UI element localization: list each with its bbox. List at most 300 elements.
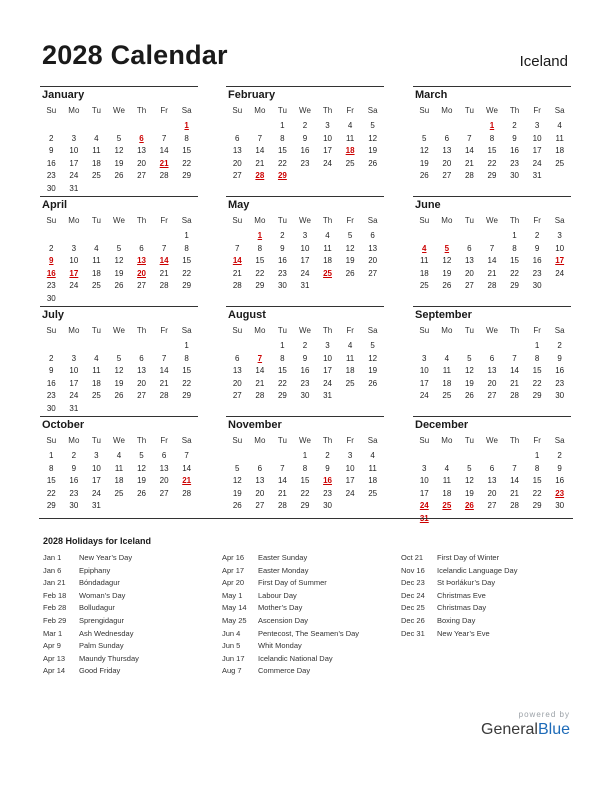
day-cell: 13 [232,146,242,155]
day-cell: 5 [116,133,122,143]
month-august [226,306,384,403]
weekday-label: Th [322,326,333,335]
holiday-item [222,565,359,578]
holiday-day-cell: 29 [277,171,287,180]
month-name: November [228,419,282,431]
day-cell: 29 [182,391,192,400]
holiday-item [43,565,139,578]
holiday-day-cell: 1 [257,231,263,240]
week-row [413,390,571,403]
week-row [226,365,384,378]
empty-cell [361,390,384,403]
day-cell: 27 [368,268,378,278]
day-cell: 15 [532,366,542,375]
weekday-header [226,325,384,335]
holiday-item [222,665,359,678]
empty-cell [481,340,504,353]
empty-cell [63,340,86,353]
day-cell: 15 [255,256,265,265]
holiday-day-cell: 21 [182,476,192,485]
holiday-day-cell: 23 [555,488,565,498]
empty-cell [108,293,131,306]
day-cell: 27 [232,391,242,400]
holiday-day-cell: 20 [137,268,146,278]
day-cell: 20 [159,476,169,485]
day-cell: 20 [442,158,452,168]
holiday-date: Jun 5 [222,641,241,651]
holiday-item [43,577,139,590]
day-cell: 3 [94,451,99,460]
day-cell: 10 [91,463,101,473]
holiday-date: Mar 1 [43,628,63,638]
week-row [40,340,198,353]
day-cell: 13 [137,366,146,375]
day-cell: 2 [49,353,54,363]
holiday-item [43,640,139,653]
empty-cell [249,450,272,463]
weekday-label: Mo [441,216,453,225]
weekday-label: Su [419,106,430,115]
day-cell: 30 [323,501,332,510]
week-row [40,500,198,513]
day-grid [226,450,384,513]
day-cell: 11 [92,256,101,265]
day-cell: 6 [467,243,472,253]
weekday-label: Su [232,216,243,225]
holiday-date: Feb 28 [43,603,67,613]
holiday-name: Bolludagur [79,603,115,613]
empty-cell [130,500,153,513]
weekday-label: Tu [91,436,101,445]
holiday-name: Icelandic Language Day [437,565,518,575]
weekday-label: Mo [254,216,266,225]
holiday-name: Ash Wednesday [79,628,134,638]
day-grid [40,230,198,305]
day-cell: 21 [159,378,169,388]
holiday-date: Apr 14 [43,666,66,676]
weekday-label: Fr [160,326,168,335]
day-cell: 26 [114,391,124,400]
empty-cell [226,340,249,353]
day-cell: 29 [510,281,519,290]
weekday-label: Th [509,106,520,115]
day-cell: 5 [467,463,472,473]
holiday-name: Palm Sunday [79,641,124,651]
month-name: May [228,199,250,211]
weekday-header [40,325,198,335]
weekday-label: Fr [533,216,541,225]
week-row [413,353,571,366]
day-cell: 12 [114,256,124,265]
holiday-day-cell: 13 [137,256,146,265]
day-cell: 20 [232,378,242,388]
day-cell: 22 [277,378,287,388]
day-cell: 26 [442,281,452,290]
week-row [226,230,384,243]
holiday-day-cell: 14 [159,256,169,265]
weekday-label: Sa [181,106,192,115]
holiday-item [222,640,359,653]
day-cell: 28 [510,391,519,400]
day-cell: 4 [116,451,122,460]
holiday-date: Feb 29 [43,615,67,625]
week-row [226,463,384,476]
month-divider [40,306,198,307]
day-cell: 23 [532,268,542,278]
empty-cell [413,120,436,133]
holiday-day-cell: 1 [489,121,495,130]
holidays-title: 2028 Holidays for Iceland [43,536,152,546]
empty-cell [153,293,176,306]
day-cell: 26 [114,281,124,290]
day-cell: 24 [69,171,79,180]
week-row [413,145,571,158]
weekday-label: Fr [160,216,168,225]
day-cell: 19 [464,378,474,388]
day-cell: 12 [345,243,355,253]
week-row [40,463,198,476]
day-cell: 31 [91,501,101,510]
day-cell: 21 [255,158,265,168]
empty-cell [85,293,108,306]
day-cell: 13 [159,463,169,473]
holiday-item [43,665,139,678]
month-name: June [415,199,441,211]
week-row [226,268,384,281]
day-cell: 18 [368,476,378,485]
empty-cell [40,120,63,133]
weekday-label: Th [322,106,333,115]
weekday-label: Su [419,216,430,225]
week-row [40,280,198,293]
holiday-date: Apr 17 [222,565,245,575]
holiday-name: Good Friday [79,666,121,676]
holiday-day-cell: 25 [442,501,452,510]
day-cell: 7 [280,463,285,473]
holiday-date: May 25 [222,615,247,625]
week-row [226,378,384,391]
holiday-day-cell: 17 [555,256,565,265]
week-row [413,120,571,133]
week-row [40,353,198,366]
day-cell: 10 [419,476,429,485]
weekday-label: Tu [277,326,287,335]
empty-cell [548,280,571,293]
day-cell: 7 [467,133,472,143]
brand-part-blue: Blue [537,721,570,738]
month-divider [226,306,384,307]
weekday-label: Sa [181,216,192,225]
empty-cell [316,170,339,183]
holiday-item [222,577,359,590]
day-cell: 14 [464,146,474,155]
brand-logo[interactable] [481,721,570,739]
week-row [40,183,198,196]
weekday-label: Fr [160,106,168,115]
day-cell: 10 [69,146,79,155]
day-cell: 19 [368,146,378,155]
weekday-label: Mo [68,216,80,225]
week-row [413,340,571,353]
holiday-date: Dec 24 [401,590,425,600]
weekday-label: Sa [367,106,378,115]
day-cell: 13 [368,243,378,253]
holiday-item [401,552,517,565]
holiday-date: Jun 17 [222,653,245,663]
holiday-item [222,552,359,565]
day-cell: 14 [255,146,265,155]
day-cell: 26 [419,171,429,180]
country-label: Iceland [519,53,568,70]
day-cell: 30 [46,293,56,303]
weekday-label: We [299,216,311,225]
day-cell: 31 [69,403,79,413]
day-cell: 25 [345,378,355,388]
empty-cell [436,340,459,353]
week-row [226,133,384,146]
day-cell: 14 [510,366,519,375]
weekday-label: Tu [464,216,474,225]
holidays-column [401,552,517,640]
holiday-day-cell: 28 [255,171,265,180]
empty-cell [130,293,153,306]
day-cell: 15 [300,476,310,485]
weekday-label: Su [46,436,57,445]
empty-cell [63,120,86,133]
day-cell: 5 [422,133,427,143]
day-cell: 31 [300,281,310,290]
holiday-name: Sprengidagur [79,615,125,625]
weekday-label: We [486,436,498,445]
weekday-label: Mo [68,326,80,335]
day-cell: 25 [442,391,452,400]
empty-cell [413,340,436,353]
empty-cell [85,340,108,353]
holiday-item [43,653,139,666]
holiday-day-cell: 25 [323,268,332,278]
weekday-label: We [299,326,311,335]
weekday-label: Su [232,106,243,115]
day-cell: 15 [182,146,192,155]
weekday-label: Fr [160,436,168,445]
weekday-label: Mo [441,436,453,445]
holiday-item [222,590,359,603]
weekday-label: Th [136,216,147,225]
weekday-header [413,215,571,225]
month-divider [413,306,571,307]
day-cell: 8 [184,243,189,253]
day-cell: 25 [91,391,101,400]
day-cell: 1 [49,451,54,460]
day-cell: 19 [232,488,242,498]
day-cell: 22 [255,268,265,278]
day-cell: 8 [280,353,285,363]
day-cell: 17 [323,146,332,155]
day-cell: 2 [302,121,308,130]
empty-cell [153,120,176,133]
day-cell: 13 [232,366,242,375]
day-cell: 15 [46,476,56,485]
weekday-label: Tu [277,216,287,225]
month-february [226,86,384,183]
day-cell: 6 [139,353,144,363]
day-cell: 31 [69,183,79,193]
week-row [226,158,384,171]
day-cell: 5 [370,121,375,130]
week-row [413,243,571,256]
day-cell: 16 [300,146,310,155]
day-cell: 14 [159,146,169,155]
day-cell: 19 [368,366,378,375]
weekday-label: Th [136,436,147,445]
day-cell: 18 [345,366,355,375]
empty-cell [339,280,362,293]
weekday-label: Mo [441,106,453,115]
day-cell: 5 [370,341,375,350]
week-row [226,340,384,353]
empty-cell [108,120,131,133]
weekday-label: Sa [181,326,192,335]
day-cell: 8 [280,133,285,143]
day-grid [413,340,571,403]
weekday-label: Fr [346,436,354,445]
day-cell: 21 [159,268,169,278]
weekday-label: We [113,436,125,445]
empty-cell [361,170,384,183]
holiday-name: New Year’s Eve [437,628,490,638]
week-row [40,365,198,378]
day-cell: 10 [323,133,332,143]
day-cell: 12 [464,476,474,485]
day-cell: 1 [534,341,540,350]
day-cell: 7 [489,243,495,253]
holiday-name: New Year’s Day [79,553,133,562]
empty-cell [153,183,176,196]
empty-cell [153,403,176,416]
day-cell: 23 [300,378,310,388]
week-row [413,500,571,513]
page-title: 2028 Calendar [42,40,228,70]
day-cell: 11 [442,476,451,485]
holiday-name: Commerce Day [258,666,311,676]
week-row [413,133,571,146]
day-cell: 4 [444,353,450,363]
month-name: July [42,309,65,321]
day-cell: 19 [442,268,452,278]
day-cell: 18 [114,476,124,485]
week-row [226,243,384,256]
day-cell: 30 [300,391,310,400]
day-cell: 24 [419,391,429,400]
day-cell: 16 [46,378,56,388]
day-cell: 21 [487,268,497,278]
day-cell: 23 [46,391,56,400]
empty-cell [108,230,131,243]
week-row [226,500,384,513]
month-name: February [228,89,276,101]
day-cell: 3 [302,231,308,240]
divider [39,518,573,519]
holiday-name: Pentecost, The Seamen’s Day [258,628,360,638]
day-cell: 18 [91,158,101,168]
month-name: October [42,419,85,431]
day-cell: 26 [368,378,378,388]
empty-cell [458,120,481,133]
holiday-name: Christmas Day [437,603,487,613]
empty-cell [249,340,272,353]
holiday-day-cell: 5 [444,243,450,253]
day-cell: 23 [277,268,287,278]
empty-cell [503,340,526,353]
day-cell: 27 [137,171,146,180]
day-cell: 16 [300,366,310,375]
holiday-day-cell: 17 [69,268,79,278]
week-row [226,255,384,268]
empty-cell [85,183,108,196]
day-cell: 12 [442,256,452,265]
month-october [40,416,198,513]
day-cell: 10 [419,366,429,375]
day-cell: 24 [555,268,565,278]
week-row [40,230,198,243]
day-cell: 12 [137,463,146,473]
month-divider [413,416,571,417]
day-cell: 23 [69,488,79,498]
weekday-label: We [486,106,498,115]
day-cell: 3 [71,353,77,363]
week-row [40,120,198,133]
day-cell: 2 [325,451,330,460]
day-cell: 25 [91,281,101,290]
day-cell: 16 [555,476,565,485]
day-cell: 22 [182,378,192,388]
day-cell: 6 [161,451,167,460]
day-cell: 20 [368,256,378,265]
day-cell: 9 [534,243,540,253]
holiday-name: First Day of Winter [437,553,500,562]
empty-cell [226,120,249,133]
weekday-header [226,105,384,115]
day-cell: 19 [137,476,146,485]
day-cell: 5 [347,231,353,240]
day-cell: 26 [137,488,146,498]
day-cell: 7 [184,451,189,460]
day-cell: 13 [137,146,146,155]
day-cell: 23 [323,488,332,498]
holiday-date: Jan 1 [43,553,62,562]
day-cell: 21 [232,268,242,278]
day-cell: 1 [512,231,517,240]
day-cell: 7 [512,353,517,363]
empty-cell [130,120,153,133]
weekday-label: Su [46,216,57,225]
day-cell: 8 [49,463,54,473]
holiday-item [222,653,359,666]
day-cell: 1 [280,341,285,350]
day-cell: 27 [255,501,265,510]
day-cell: 9 [280,243,285,253]
week-row [413,488,571,501]
day-cell: 12 [114,366,124,375]
week-row [226,488,384,501]
weekday-label: Su [46,106,57,115]
day-cell: 11 [442,366,451,375]
day-cell: 6 [489,353,495,363]
holiday-name: Epiphany [79,565,111,575]
day-cell: 5 [467,353,472,363]
day-cell: 13 [487,366,497,375]
month-name: December [415,419,469,431]
